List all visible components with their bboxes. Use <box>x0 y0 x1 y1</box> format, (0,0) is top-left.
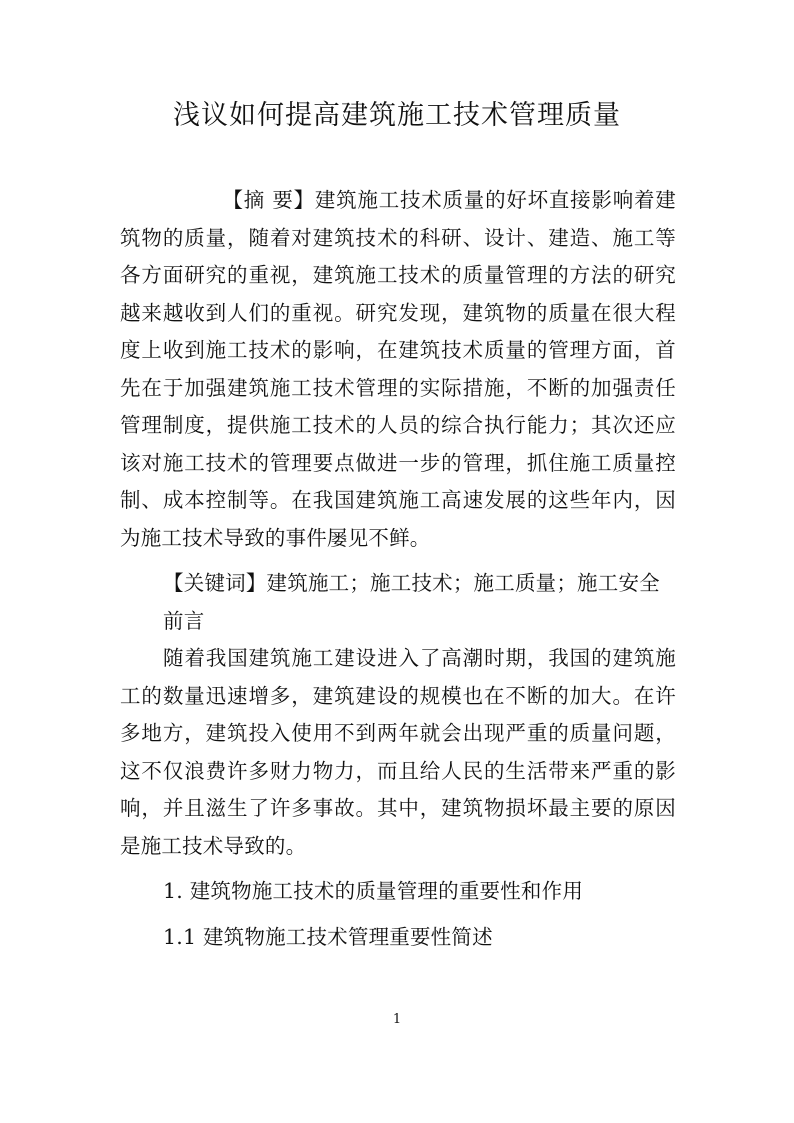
abstract-label: 【摘 要】 <box>222 188 315 212</box>
abstract-paragraph <box>120 182 676 557</box>
page-number: 1 <box>392 1012 402 1027</box>
section-1-heading: 1. 建筑物施工技术的质量管理的重要性和作用 <box>163 879 584 903</box>
section-spacer-2 <box>120 911 676 919</box>
keywords-paragraph <box>120 565 676 603</box>
keywords-text: 建筑施工；施工技术；施工质量；施工安全 <box>266 571 660 595</box>
section-spacer <box>120 865 676 873</box>
preface-heading: 前言 <box>163 608 205 633</box>
document-body <box>120 182 676 956</box>
keywords-label: 【关键词】 <box>163 571 267 595</box>
document-title: 浅议如何提高建筑施工技术管理质量 <box>173 100 621 131</box>
section-1-1-heading: 1.1 建筑物施工技术管理重要性简述 <box>163 924 493 949</box>
abstract-text: 建筑施工技术质量的好坏直接影响着建筑物的质量，随着对建筑技术的科研、设计、建造、施工等各方面研究的重视，建筑施工技术的质量管理的方法的研究越来越收到人们的重视。研究发现，建筑物的质量在很大程度上收到施工技术的影响，在建筑技术质量的管理方面，首先在于加强建筑施工技术管理的实际措施，不断的加强责任管理制度，提供施工技术的人员的综合执行能力；其次还应该对施工技术的管理要点做进一步的管理，抓住施工质量控制、成本控制等。在我国建筑施工高速发展的这些年内，因为施工技术导致的事件屡见不鲜。 <box>120 188 676 550</box>
preface-paragraph: 随着我国建筑施工建设进入了高潮时期，我国的建筑施工的数量迅速增多，建筑建设的规模也在不断的加大。在许多地方，建筑投入使用不到两年就会出现严重的质量问题，这不仅浪费许多财力物力，而且给人民的生活带来严重的影响，并且滋生了许多事故。其中，建筑物损坏最主要的原因是施工技术导致的。 <box>120 646 676 858</box>
